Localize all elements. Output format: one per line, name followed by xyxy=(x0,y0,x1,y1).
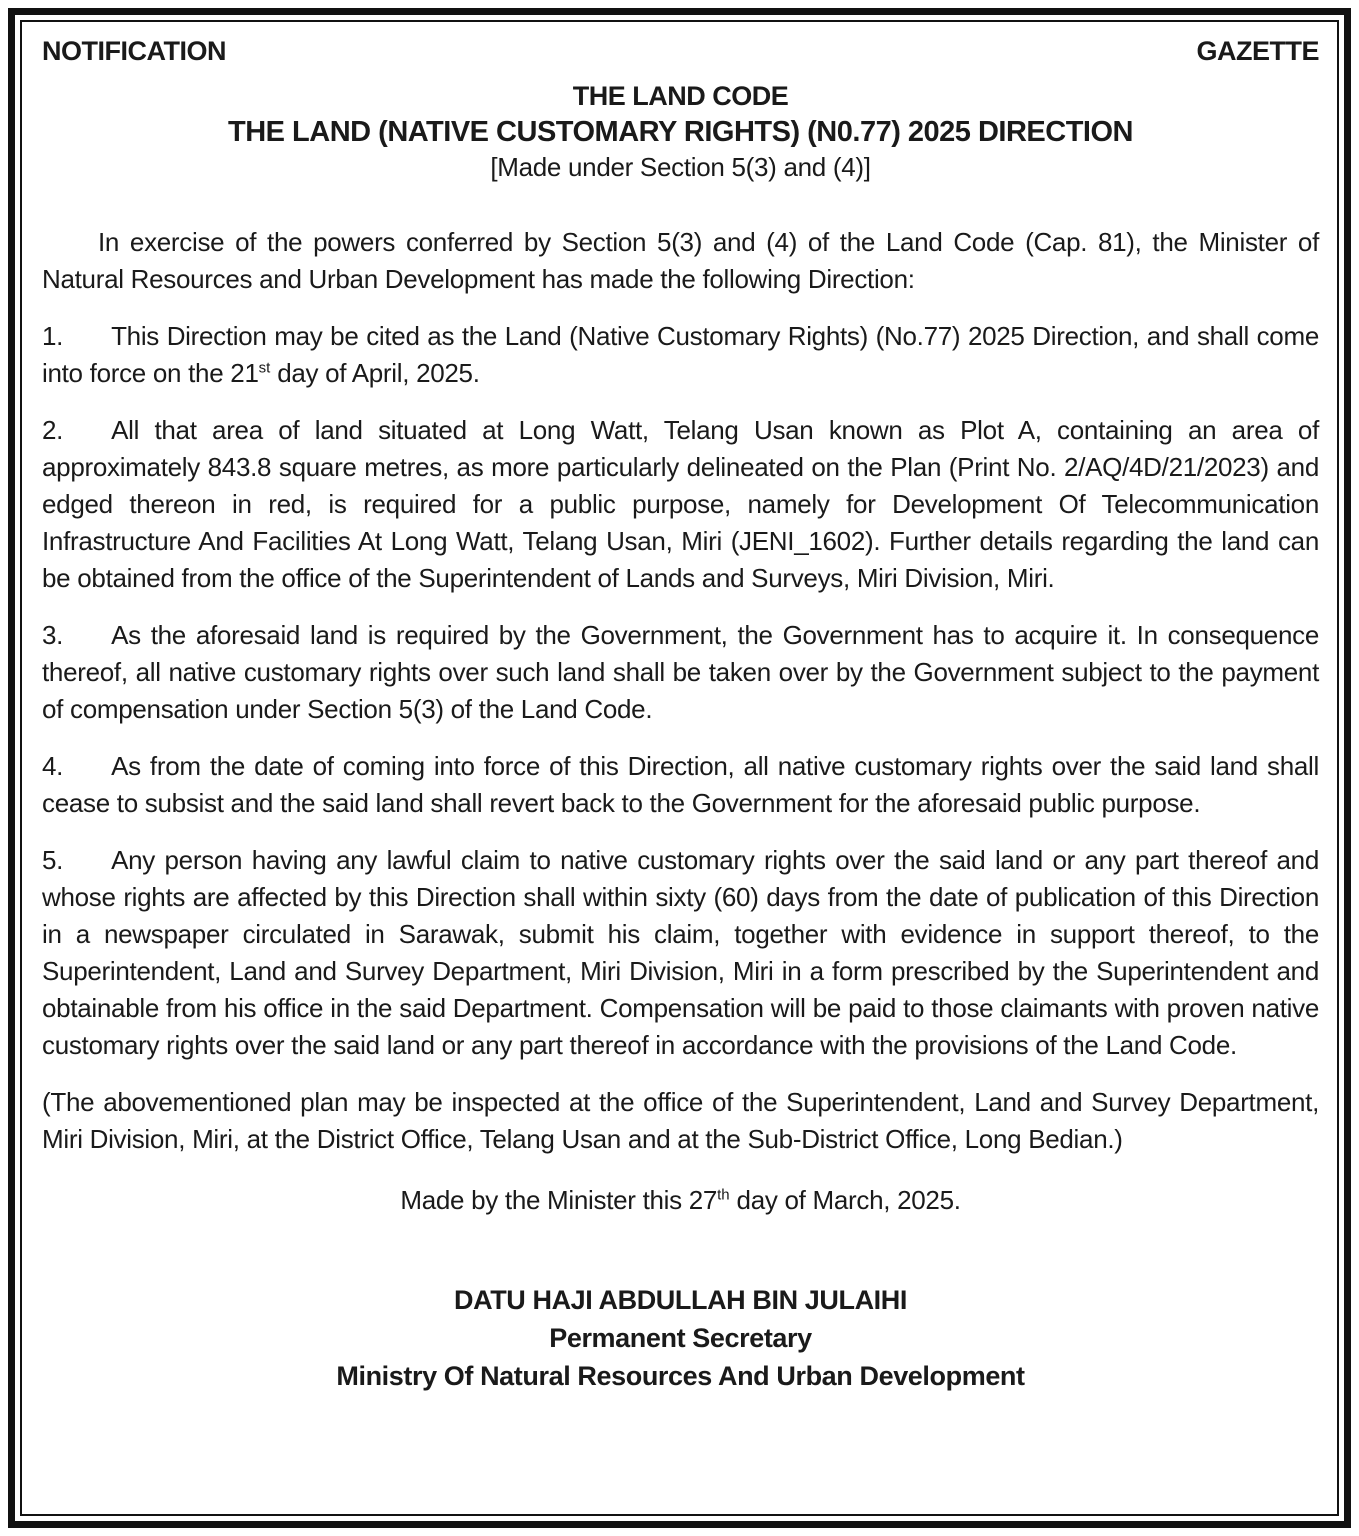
clause-3 xyxy=(42,617,1319,728)
clause-5-number: 5. xyxy=(42,845,64,875)
ordinal-superscript: st xyxy=(258,359,271,377)
clause-4 xyxy=(42,748,1319,822)
document-title: THE LAND CODE xyxy=(572,81,789,111)
clause-2-text: All that area of land situated at Long Watt, Telang Usan known as Plot A, containing an area of approximately 843.8 square metres, as more particularly delineated on the Plan (Print No. 2/AQ/4D/21/2023) and edged thereon in red, is required for a public purpose, namely for Development Of Telecommunication Infrastructure And Facilities At Long Watt, Telang Usan, Miri (JENI_1602). Further details regarding the land can be obtained from the office of the Superintendent of Lands and Surveys, Miri Division, Miri. xyxy=(42,415,1319,593)
clause-5 xyxy=(42,842,1319,1064)
clause-2-number: 2. xyxy=(42,415,64,445)
made-under-line: [Made under Section 5(3) and (4)] xyxy=(490,152,871,182)
outer-border-frame xyxy=(8,8,1351,1528)
signatory-ministry: Ministry Of Natural Resources And Urban Development xyxy=(336,1361,1025,1391)
document-subtitle: THE LAND (NATIVE CUSTOMARY RIGHTS) (N0.77) 2025 DIRECTION xyxy=(228,116,1133,148)
clause-3-number: 3. xyxy=(42,620,64,650)
masthead xyxy=(38,32,1323,66)
inspection-note-paragraph: (The abovementioned plan may be inspected at the office of the Superintendent, Land and Survey Department, Miri Division, Miri, at the District Office, Telang Usan and at the Sub-District Office, Long Bedian.) xyxy=(42,1087,1319,1154)
made-by-text-continued: day of March, 2025. xyxy=(729,1185,961,1215)
signatory-role: Permanent Secretary xyxy=(549,1323,812,1353)
signature-block xyxy=(38,1281,1323,1395)
signatory-name: DATU HAJI ABDULLAH BIN JULAIHI xyxy=(454,1285,907,1315)
clause-4-text: As from the date of coming into force of this Direction, all native customary rights over the said land shall cease to subsist and the said land shall revert back to the Government for the aforesaid public purpose. xyxy=(42,751,1319,818)
inner-border-frame xyxy=(20,20,1339,1516)
made-by-text: Made by the Minister this 27 xyxy=(400,1185,718,1215)
ordinal-superscript: th xyxy=(717,1186,730,1204)
masthead-notification-label: NOTIFICATION xyxy=(42,36,226,66)
intro-paragraph: In exercise of the powers conferred by Section 5(3) and (4) of the Land Code (Cap. 81), the Minister of Natural Resources and Urban Development has made the following Direction: xyxy=(42,227,1319,294)
clause-1-text: This Direction may be cited as the Land (Native Customary Rights) (No.77) 2025 Direction, and shall come into force on the 21 xyxy=(42,321,1319,388)
made-by-line xyxy=(42,1182,1319,1219)
clause-1-number: 1. xyxy=(42,321,64,351)
clause-3-text: As the aforesaid land is required by the Government, the Government has to acquire it. In consequence thereof, all native customary rights over such land shall be taken over by the Government subject to the payment of compensation under Section 5(3) of the Land Code. xyxy=(42,620,1319,724)
clause-1 xyxy=(42,318,1319,392)
masthead-gazette-label: GAZETTE xyxy=(1196,36,1319,66)
clause-2 xyxy=(42,412,1319,597)
title-block xyxy=(38,78,1323,184)
clause-1-text-continued: day of April, 2025. xyxy=(270,358,480,388)
clause-5-text: Any person having any lawful claim to native customary rights over the said land or any part thereof and whose rights are affected by this Direction shall within sixty (60) days from the date of publication of this Direction in a newspaper circulated in Sarawak, submit his claim, together with evidence in support thereof, to the Superintendent, Land and Survey Department, Miri Division, Miri in a form prescribed by the Superintendent and obtainable from his office in the said Department. Compensation will be paid to those claimants with proven native customary rights over the said land or any part thereof in accordance with the provisions of the Land Code. xyxy=(42,845,1319,1060)
clause-4-number: 4. xyxy=(42,751,64,781)
